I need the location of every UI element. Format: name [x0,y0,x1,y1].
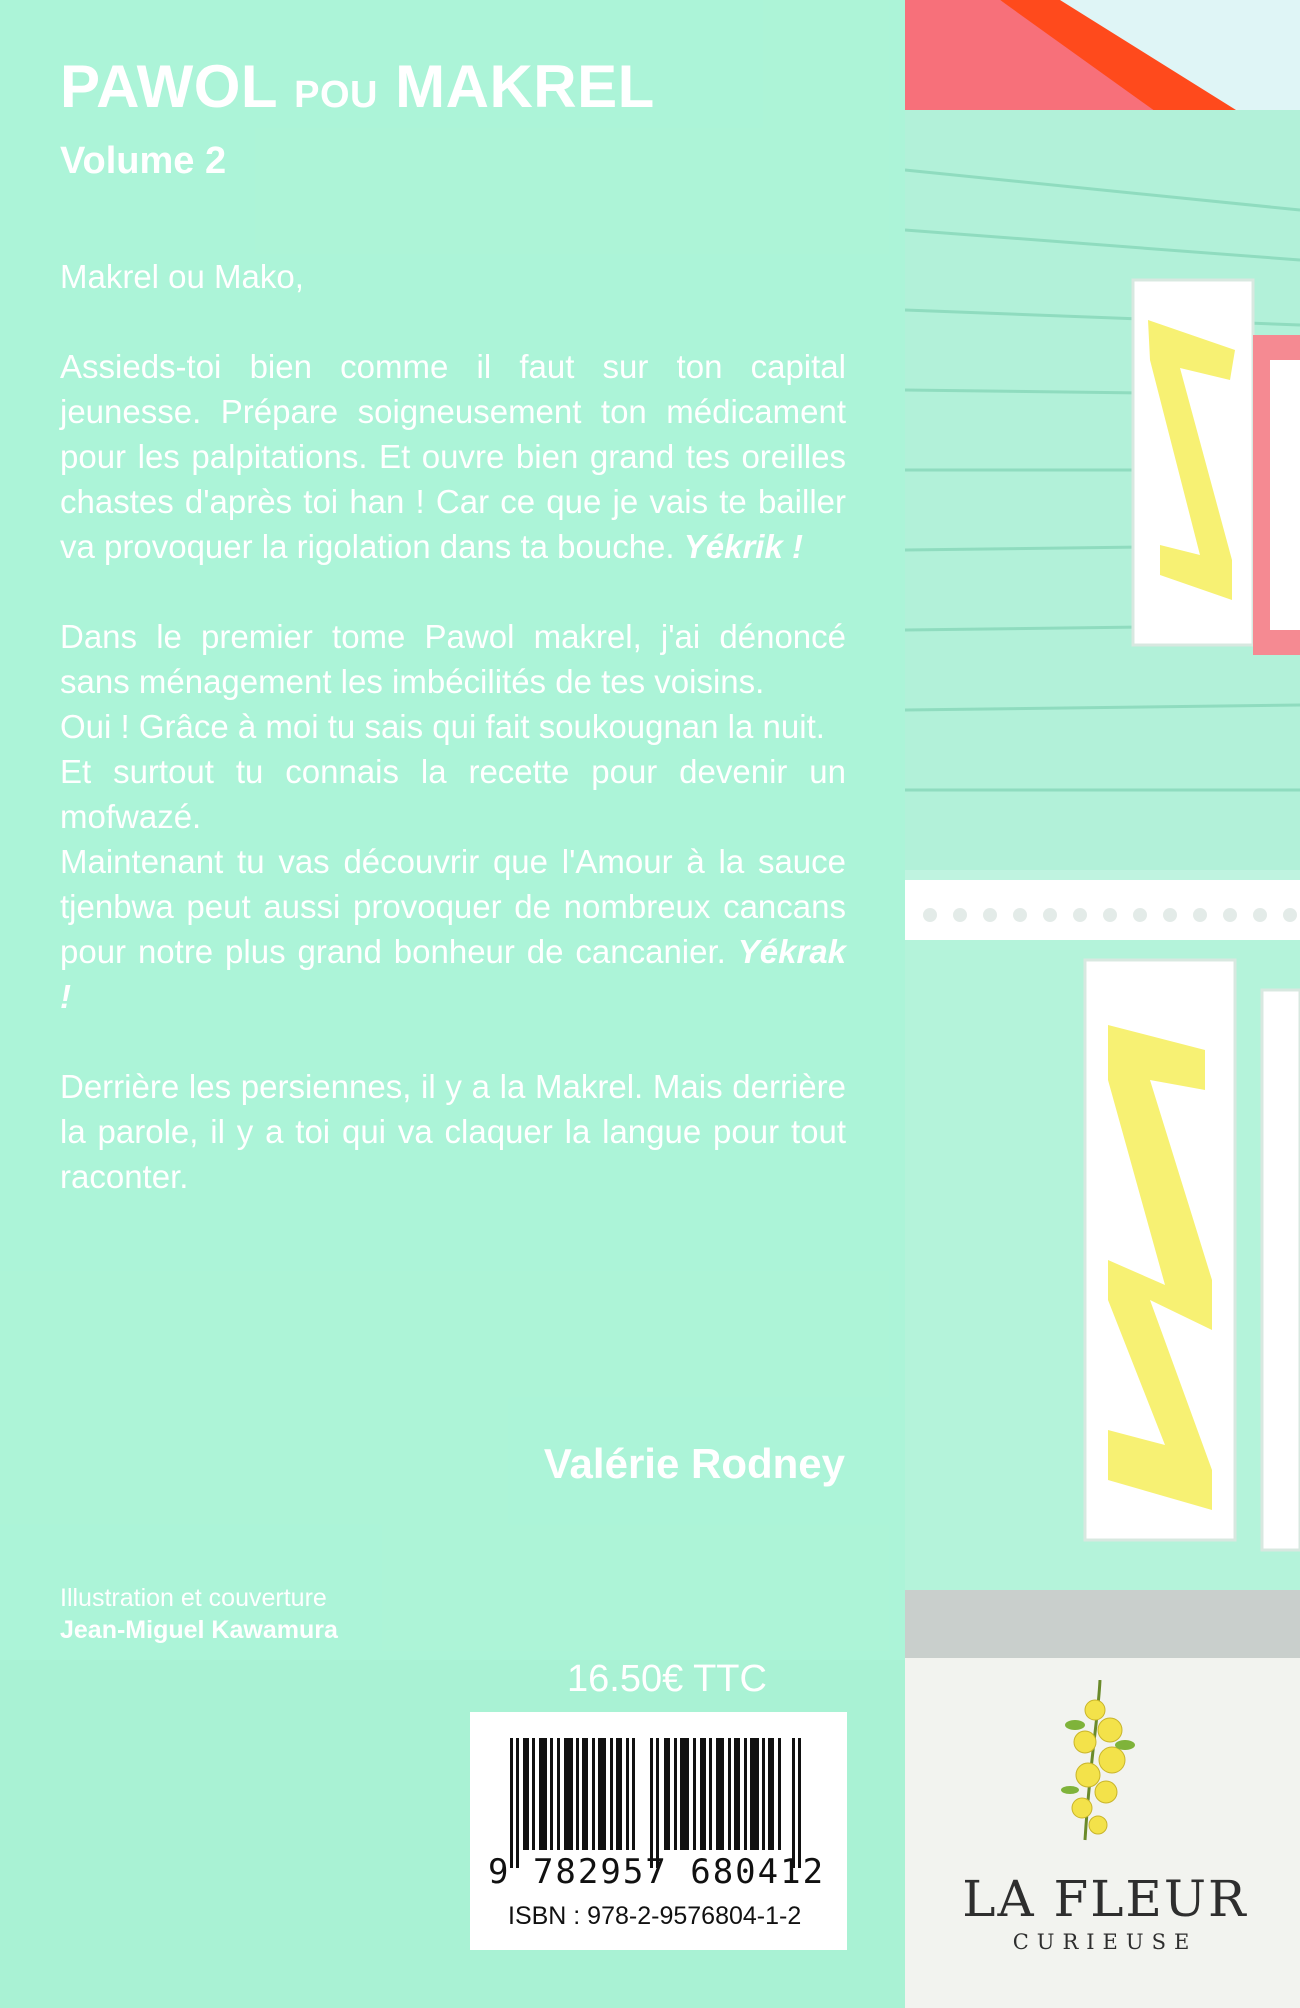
flower-logo-icon [1040,1680,1160,1850]
lower-shutter [1085,960,1300,1550]
title-word-pawol: PAWOL [60,53,277,120]
blurb [60,254,846,1244]
publisher-subtitle: CURIEUSE [1012,1930,1198,1954]
barcode-box [470,1712,847,1950]
blurb-yekrak: Yékrak ! [60,933,846,1015]
blurb-paragraph-1 [60,344,846,569]
illustration-credits [60,1582,338,1646]
price: 16.50€ TTC [567,1658,767,1700]
author-name: Valérie Rodney [543,1440,845,1487]
blurb-paragraph-3: Derrière les persiennes, il y a la Makrel. Mais derrière la parole, il y a toi qui va claquer la langue pour tout raconter. [60,1068,846,1195]
blurb-yekrik: Yékrik ! [683,528,803,565]
credits-label: Illustration et couverture [60,1584,327,1612]
blurb-paragraph-2a: Dans le premier tome Pawol makrel, j'ai dénoncé sans ménagement les imbécilités de tes voisins. [60,618,846,700]
isbn-number: ISBN : 978-2-9576804-1-2 [508,1902,802,1930]
barcode-digits: 9 782957 680412 [488,1852,826,1892]
publisher-logo [945,1870,1265,1954]
publisher-name: LA FLEUR [962,1870,1248,1928]
title-word-pou: POU [294,74,378,116]
title-word-makrel: MAKREL [395,53,655,120]
credits-name: Jean-Miguel Kawamura [60,1616,338,1644]
blurb-paragraph-2c: Et surtout tu connais la recette pour devenir un mofwazé. [60,753,846,835]
blurb-paragraph-2b: Oui ! Grâce à moi tu sais qui fait soukougnan la nuit. [60,708,825,745]
barcode-icon [510,1738,810,1868]
upper-shutter [1133,280,1300,655]
blurb-paragraph-2d-text: Maintenant tu vas découvrir que l'Amour à la sauce tjenbwa peut aussi provoquer de nombreux cancans pour notre plus grand bonheur de cancanier. [60,843,846,970]
blurb-paragraph-1-text: Assieds-toi bien comme il faut sur ton capital jeunesse. Prépare soigneusement ton médicament pour les palpitations. Et ouvre bien grand tes oreilles chastes d'après toi han ! Car ce que je vais te bailler va provoquer la rigolation dans ta bouche. [60,348,846,565]
book-title [60,52,655,121]
blurb-paragraph-2d [60,839,846,1019]
volume-label: Volume 2 [60,140,227,182]
blurb-greeting: Makrel ou Mako, [60,258,304,295]
